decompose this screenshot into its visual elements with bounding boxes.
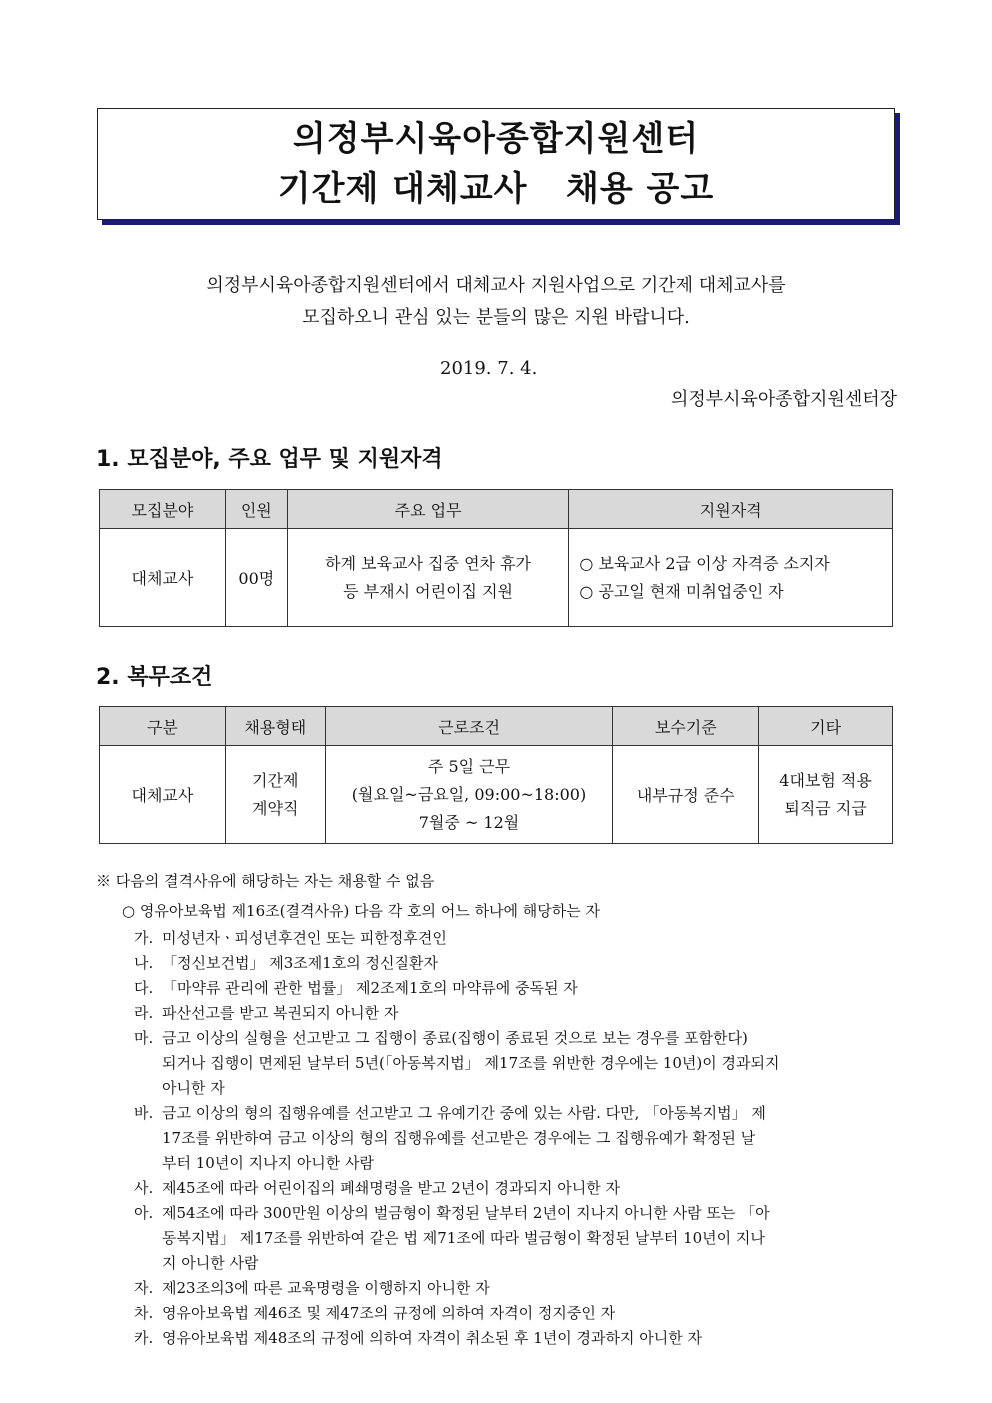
list-item-label: 카. <box>134 1329 154 1347</box>
list-item-label: 마. <box>134 1029 154 1047</box>
list-item-line: 「마약류 관리에 관한 법률」 제2조제1호의 마약류에 중독된 자 <box>162 979 578 997</box>
qualification-2: ○ 공고일 현재 미취업중인 자 <box>579 581 784 601</box>
list-item-line: 제23조의3에 따른 교육명령을 이행하지 아니한 자 <box>162 1279 490 1297</box>
list-item <box>134 926 874 951</box>
cell-work-conditions <box>325 746 613 844</box>
list-item <box>134 1176 874 1201</box>
disqualification-list <box>134 926 874 1351</box>
list-item-label: 나. <box>134 954 154 972</box>
list-item-text <box>162 926 874 951</box>
type-line-2: 계약직 <box>252 798 299 818</box>
list-item-label: 가. <box>134 929 154 947</box>
list-item-line: 파산선고를 받고 복권되지 아니한 자 <box>162 1004 399 1022</box>
disqualification-subhead: ○ 영유아보육법 제16조(결격사유) 다음 각 호의 어느 하나에 해당하는 자 <box>122 902 601 920</box>
list-item-label: 사. <box>134 1179 154 1197</box>
intro-line-2: 모집하오니 관심 있는 분들의 많은 지원 바랍니다. <box>302 307 690 328</box>
header-pay: 보수기준 <box>613 707 759 746</box>
list-item <box>134 1001 874 1026</box>
type-line-1: 기간제 <box>252 770 299 790</box>
header-duty: 주요 업무 <box>287 490 569 529</box>
conditions-header-row <box>100 707 893 746</box>
disqualification-note: ※ 다음의 결격사유에 해당하는 자는 채용할 수 없음 <box>96 872 435 890</box>
header-work-conditions: 근로조건 <box>325 707 613 746</box>
list-item-text <box>162 1176 874 1201</box>
cell-category: 대체교사 <box>100 746 226 844</box>
list-item-line: 제54조에 따라 300만원 이상의 벌금형이 확정된 날부터 2년이 지나지 아니한 사람 또는 「아 <box>162 1204 770 1222</box>
recruitment-header-row <box>100 490 893 529</box>
list-item-label: 바. <box>134 1104 154 1122</box>
list-item-line: 부터 10년이 지나지 아니한 사람 <box>162 1154 375 1172</box>
list-item-line: 지 아니한 사람 <box>162 1254 259 1272</box>
header-qualification: 지원자격 <box>569 490 893 529</box>
list-item-line: 영유아보육법 제46조 및 제47조의 규정에 의하여 자격이 정지중인 자 <box>162 1304 616 1322</box>
cell-employment-type <box>225 746 325 844</box>
list-item-line: 아니한 자 <box>162 1079 225 1097</box>
recruitment-row <box>100 529 893 627</box>
issuer-name: 의정부시육아종합지원센터장 <box>670 389 897 410</box>
cell-field: 대체교사 <box>100 529 226 627</box>
cell-etc <box>759 746 893 844</box>
header-field: 모집분야 <box>100 490 226 529</box>
list-item-text <box>162 1276 874 1301</box>
work-line-3: 7월중 ~ 12월 <box>418 812 520 832</box>
list-item <box>134 1101 874 1176</box>
intro-paragraph <box>100 270 892 334</box>
title-line-1: 의정부시육아종합지원센터 <box>292 119 700 159</box>
list-item <box>134 1201 874 1276</box>
header-category: 구분 <box>100 707 226 746</box>
cell-count: 00명 <box>225 529 287 627</box>
work-line-1: 주 5일 근무 <box>427 756 511 776</box>
section-2-title: 2. 복무조건 <box>96 665 213 690</box>
list-item-text <box>162 1201 874 1276</box>
header-employment-type: 채용형태 <box>225 707 325 746</box>
cell-qualification <box>569 529 893 627</box>
list-item <box>134 1026 874 1101</box>
duty-line-1: 하계 보육교사 집중 연차 휴가 <box>325 553 531 573</box>
list-item-text <box>162 1301 874 1326</box>
list-item-label: 라. <box>134 1004 154 1022</box>
section-1-title: 1. 모집분야, 주요 업무 및 지원자격 <box>96 447 443 472</box>
qualification-1: ○ 보육교사 2급 이상 자격증 소지자 <box>579 553 830 573</box>
intro-line-1: 의정부시육아종합지원센터에서 대체교사 지원사업으로 기간제 대체교사를 <box>206 275 786 296</box>
list-item-line: 금고 이상의 실형을 선고받고 그 집행이 종료(집행이 종료된 것으로 보는 경우를 포함한다) <box>162 1029 748 1047</box>
notice-title-box <box>97 108 895 220</box>
duty-line-2: 등 부재시 어린이집 지원 <box>343 581 513 601</box>
list-item <box>134 1276 874 1301</box>
list-item-text <box>162 1326 874 1351</box>
list-item-text <box>162 976 874 1001</box>
title-line-2: 기간제 대체교사 채용 공고 <box>277 169 715 209</box>
list-item-text <box>162 1101 874 1176</box>
cell-duty <box>287 529 569 627</box>
list-item-line: 영유아보육법 제48조의 규정에 의하여 자격이 취소된 후 1년이 경과하지 아니한 자 <box>162 1329 702 1347</box>
list-item-line: 동복지법」 제17조를 위반하여 같은 법 제71조에 따라 벌금형이 확정된 날부터 10년이 지나 <box>162 1229 765 1247</box>
list-item <box>134 1326 874 1351</box>
list-item <box>134 1301 874 1326</box>
list-item-line: 제45조에 따라 어린이집의 폐쇄명령을 받고 2년이 경과되지 아니한 자 <box>162 1179 621 1197</box>
list-item-text <box>162 1026 874 1101</box>
work-line-2: (월요일~금요일, 09:00~18:00) <box>351 784 587 804</box>
list-item-label: 다. <box>134 979 154 997</box>
etc-line-1: 4대보험 적용 <box>779 770 872 790</box>
list-item-line: 미성년자ㆍ피성년후견인 또는 피한정후견인 <box>162 929 447 947</box>
list-item <box>134 976 874 1001</box>
cell-pay: 내부규정 준수 <box>613 746 759 844</box>
recruitment-table <box>99 489 893 627</box>
list-item <box>134 951 874 976</box>
list-item-text <box>162 951 874 976</box>
list-item-text <box>162 1001 874 1026</box>
notice-date: 2019. 7. 4. <box>440 358 538 379</box>
list-item-line: 금고 이상의 형의 집행유예를 선고받고 그 유예기간 중에 있는 사람. 다만, 「아동복지법」 제 <box>162 1104 766 1122</box>
list-item-line: 되거나 집행이 면제된 날부터 5년(「아동복지법」 제17조를 위반한 경우에는 10년)이 경과되지 <box>162 1054 780 1072</box>
etc-line-2: 퇴직금 지급 <box>784 798 867 818</box>
list-item-label: 차. <box>134 1304 154 1322</box>
list-item-label: 아. <box>134 1204 154 1222</box>
header-etc: 기타 <box>759 707 893 746</box>
list-item-line: 「정신보건법」 제3조제1호의 정신질환자 <box>162 954 438 972</box>
working-conditions-table <box>99 706 893 844</box>
list-item-label: 자. <box>134 1279 154 1297</box>
header-count: 인원 <box>225 490 287 529</box>
conditions-row <box>100 746 893 844</box>
list-item-line: 17조를 위반하여 금고 이상의 형의 집행유예를 선고받은 경우에는 그 집행유예가 확정된 날 <box>162 1129 756 1147</box>
